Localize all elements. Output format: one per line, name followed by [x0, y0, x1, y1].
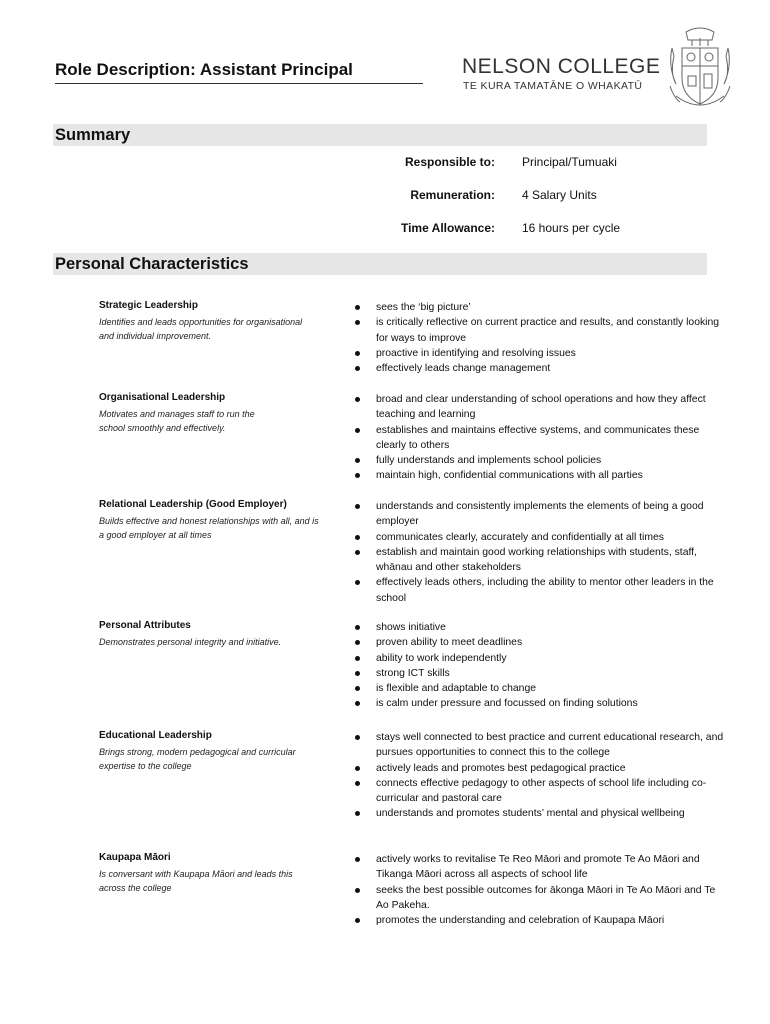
characteristic-bullets	[354, 620, 724, 712]
list-item: is calm under pressure and focussed on finding solutions	[354, 696, 724, 711]
characteristic-title: Educational Leadership	[99, 730, 212, 741]
list-item: proactive in identifying and resolving issues	[354, 346, 724, 361]
characteristic-bullets	[354, 730, 724, 822]
list-item: communicates clearly, accurately and confidentially at all times	[354, 530, 724, 545]
characteristic-title: Kaupapa Māori	[99, 852, 171, 863]
list-item: establish and maintain good working relationships with students, staff, whānau and other stakeholders	[354, 545, 724, 576]
characteristic-title: Strategic Leadership	[99, 300, 198, 311]
personal-characteristics-heading: Personal Characteristics	[53, 253, 707, 275]
list-item: sees the ‘big picture’	[354, 300, 724, 315]
characteristic-description: Builds effective and honest relationships with all, and is a good employer at all times	[99, 516, 319, 540]
summary-label: Responsible to:	[404, 155, 495, 169]
characteristic-bullets	[354, 852, 724, 928]
summary-label: Remuneration:	[410, 188, 495, 202]
characteristic-bullets	[354, 300, 724, 376]
list-item: proven ability to meet deadlines	[354, 635, 724, 650]
list-item: stays well connected to best practice and current educational research, and pursues opportunities to connect this to the college	[354, 730, 724, 761]
list-item: effectively leads others, including the ability to mentor other leaders in the school	[354, 575, 724, 606]
list-item: actively leads and promotes best pedagogical practice	[354, 761, 724, 776]
summary-value: 4 Salary Units	[522, 188, 597, 202]
list-item: connects effective pedagogy to other aspects of school life including co-curricular and pastoral care	[354, 776, 724, 807]
characteristic-description: Brings strong, modern pedagogical and curricular expertise to the college	[99, 747, 296, 771]
summary-row-responsible	[300, 155, 720, 171]
list-item: understands and promotes students’ mental and physical wellbeing	[354, 806, 724, 821]
list-item: ability to work independently	[354, 651, 724, 666]
characteristic-bullets	[354, 499, 724, 606]
college-name: NELSON COLLEGE	[462, 55, 661, 78]
school-crest-icon	[666, 26, 734, 110]
list-item: shows initiative	[354, 620, 724, 635]
list-item: effectively leads change management	[354, 361, 724, 376]
list-item: fully understands and implements school policies	[354, 453, 724, 468]
list-item: is critically reflective on current practice and results, and constantly looking for ways to improve	[354, 315, 724, 346]
page-title: Role Description: Assistant Principal	[55, 60, 423, 84]
summary-row-remuneration	[300, 188, 720, 204]
characteristic-description: Is conversant with Kaupapa Māori and leads this across the college	[99, 869, 293, 893]
summary-row-time-allowance	[300, 221, 720, 237]
list-item: seeks the best possible outcomes for ākonga Māori in Te Ao Māori and Te Ao Pakeha.	[354, 883, 724, 914]
characteristic-title: Personal Attributes	[99, 620, 191, 631]
summary-value: 16 hours per cycle	[522, 221, 621, 235]
list-item: understands and consistently implements the elements of being a good employer	[354, 499, 724, 530]
list-item: strong ICT skills	[354, 666, 724, 681]
list-item: establishes and maintains effective systems, and communicates these clearly to others	[354, 423, 724, 454]
characteristic-description: Demonstrates personal integrity and initiative.	[99, 637, 282, 647]
summary-label: Time Allowance:	[400, 221, 495, 235]
characteristic-description: Motivates and manages staff to run the school smoothly and effectively.	[99, 409, 255, 433]
college-subtitle: TE KURA TAMATĀNE O WHAKATŪ	[463, 80, 643, 92]
list-item: broad and clear understanding of school operations and how they affect teaching and learning	[354, 392, 724, 423]
characteristic-bullets	[354, 392, 724, 484]
characteristic-description: Identifies and leads opportunities for organisational and individual improvement.	[99, 317, 303, 341]
characteristic-title: Relational Leadership (Good Employer)	[99, 499, 287, 510]
list-item: maintain high, confidential communications with all parties	[354, 468, 724, 483]
summary-heading: Summary	[53, 124, 707, 146]
list-item: promotes the understanding and celebration of Kaupapa Māori	[354, 913, 724, 928]
characteristic-title: Organisational Leadership	[99, 392, 226, 403]
summary-value: Principal/Tumuaki	[522, 155, 617, 169]
list-item: actively works to revitalise Te Reo Māori and promote Te Ao Māori and Tikanga Māori across all aspects of school life	[354, 852, 724, 883]
list-item: is flexible and adaptable to change	[354, 681, 724, 696]
